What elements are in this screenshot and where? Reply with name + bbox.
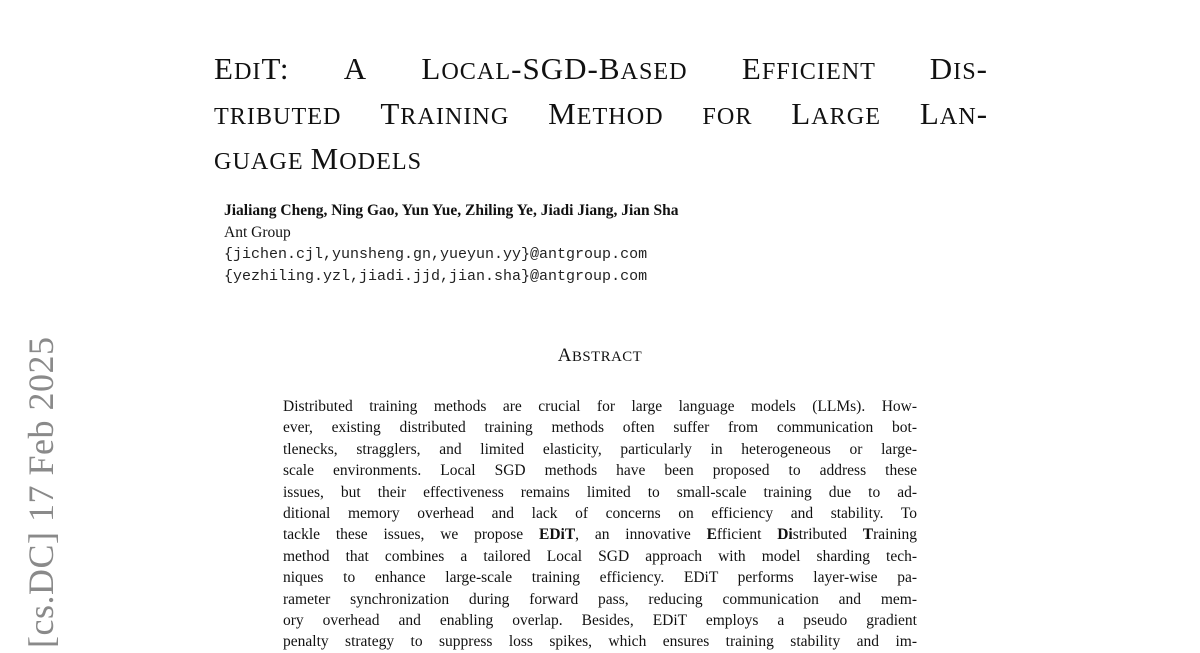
arxiv-side-stamp: [cs.DC] 17 Feb 2025 xyxy=(21,336,61,648)
abstract-line: tackle these issues, we propose EDiT, an innovative Efficient Distributed Training xyxy=(283,526,918,544)
abstract-line: ditional memory overhead and lack of concerns on efficiency and stability. To xyxy=(283,505,917,523)
abstract-line: issues, but their effectiveness remains limited to small-scale training due to ad- xyxy=(283,483,917,501)
title-line-1: EDIT: A LOCAL-SGD-BASED EFFICIENT DIS- xyxy=(214,51,988,86)
abstract-body xyxy=(283,396,917,653)
abstract-line: scale environments. Local SGD methods have been proposed to address these xyxy=(283,462,917,480)
abstract-heading: ABSTRACT xyxy=(557,345,643,366)
abstract-line: ory overhead and enabling overlap. Besides, EDiT employs a pseudo gradient xyxy=(283,612,917,630)
email-line-1: {jichen.cjl,yunsheng.gn,yueyun.yy}@antgroup.com xyxy=(224,246,648,263)
abstract-line: tlenecks, stragglers, and limited elasticity, particularly in heterogeneous or large- xyxy=(283,440,917,458)
title-line-3: GUAGE MODELS xyxy=(214,141,423,176)
abstract-line: rameter synchronization during forward pass, reducing communication and mem- xyxy=(283,590,917,608)
paper-title xyxy=(214,48,988,183)
email-line-2: {yezhiling.yzl,jiadi.jjd,jian.sha}@antgroup.com xyxy=(224,268,648,285)
abstract-line: penalty strategy to suppress loss spikes, which ensures training stability and im- xyxy=(283,633,917,651)
affiliation: Ant Group xyxy=(224,224,291,241)
author-list: Jialiang Cheng, Ning Gao, Yun Yue, Zhiling Ye, Jiadi Jiang, Jian Sha xyxy=(224,202,679,219)
title-line-2: TRIBUTED TRAINING METHOD FOR LARGE LAN- xyxy=(214,96,989,131)
abstract-line: ever, existing distributed training methods often suffer from communication bot- xyxy=(283,419,917,437)
abstract-line: niques to enhance large-scale training efficiency. EDiT performs layer-wise pa- xyxy=(283,569,917,587)
abstract-line: Distributed training methods are crucial for large language models (LLMs). How- xyxy=(283,398,917,415)
abstract-line: method that combines a tailored Local SGD approach with model sharding tech- xyxy=(283,547,917,565)
